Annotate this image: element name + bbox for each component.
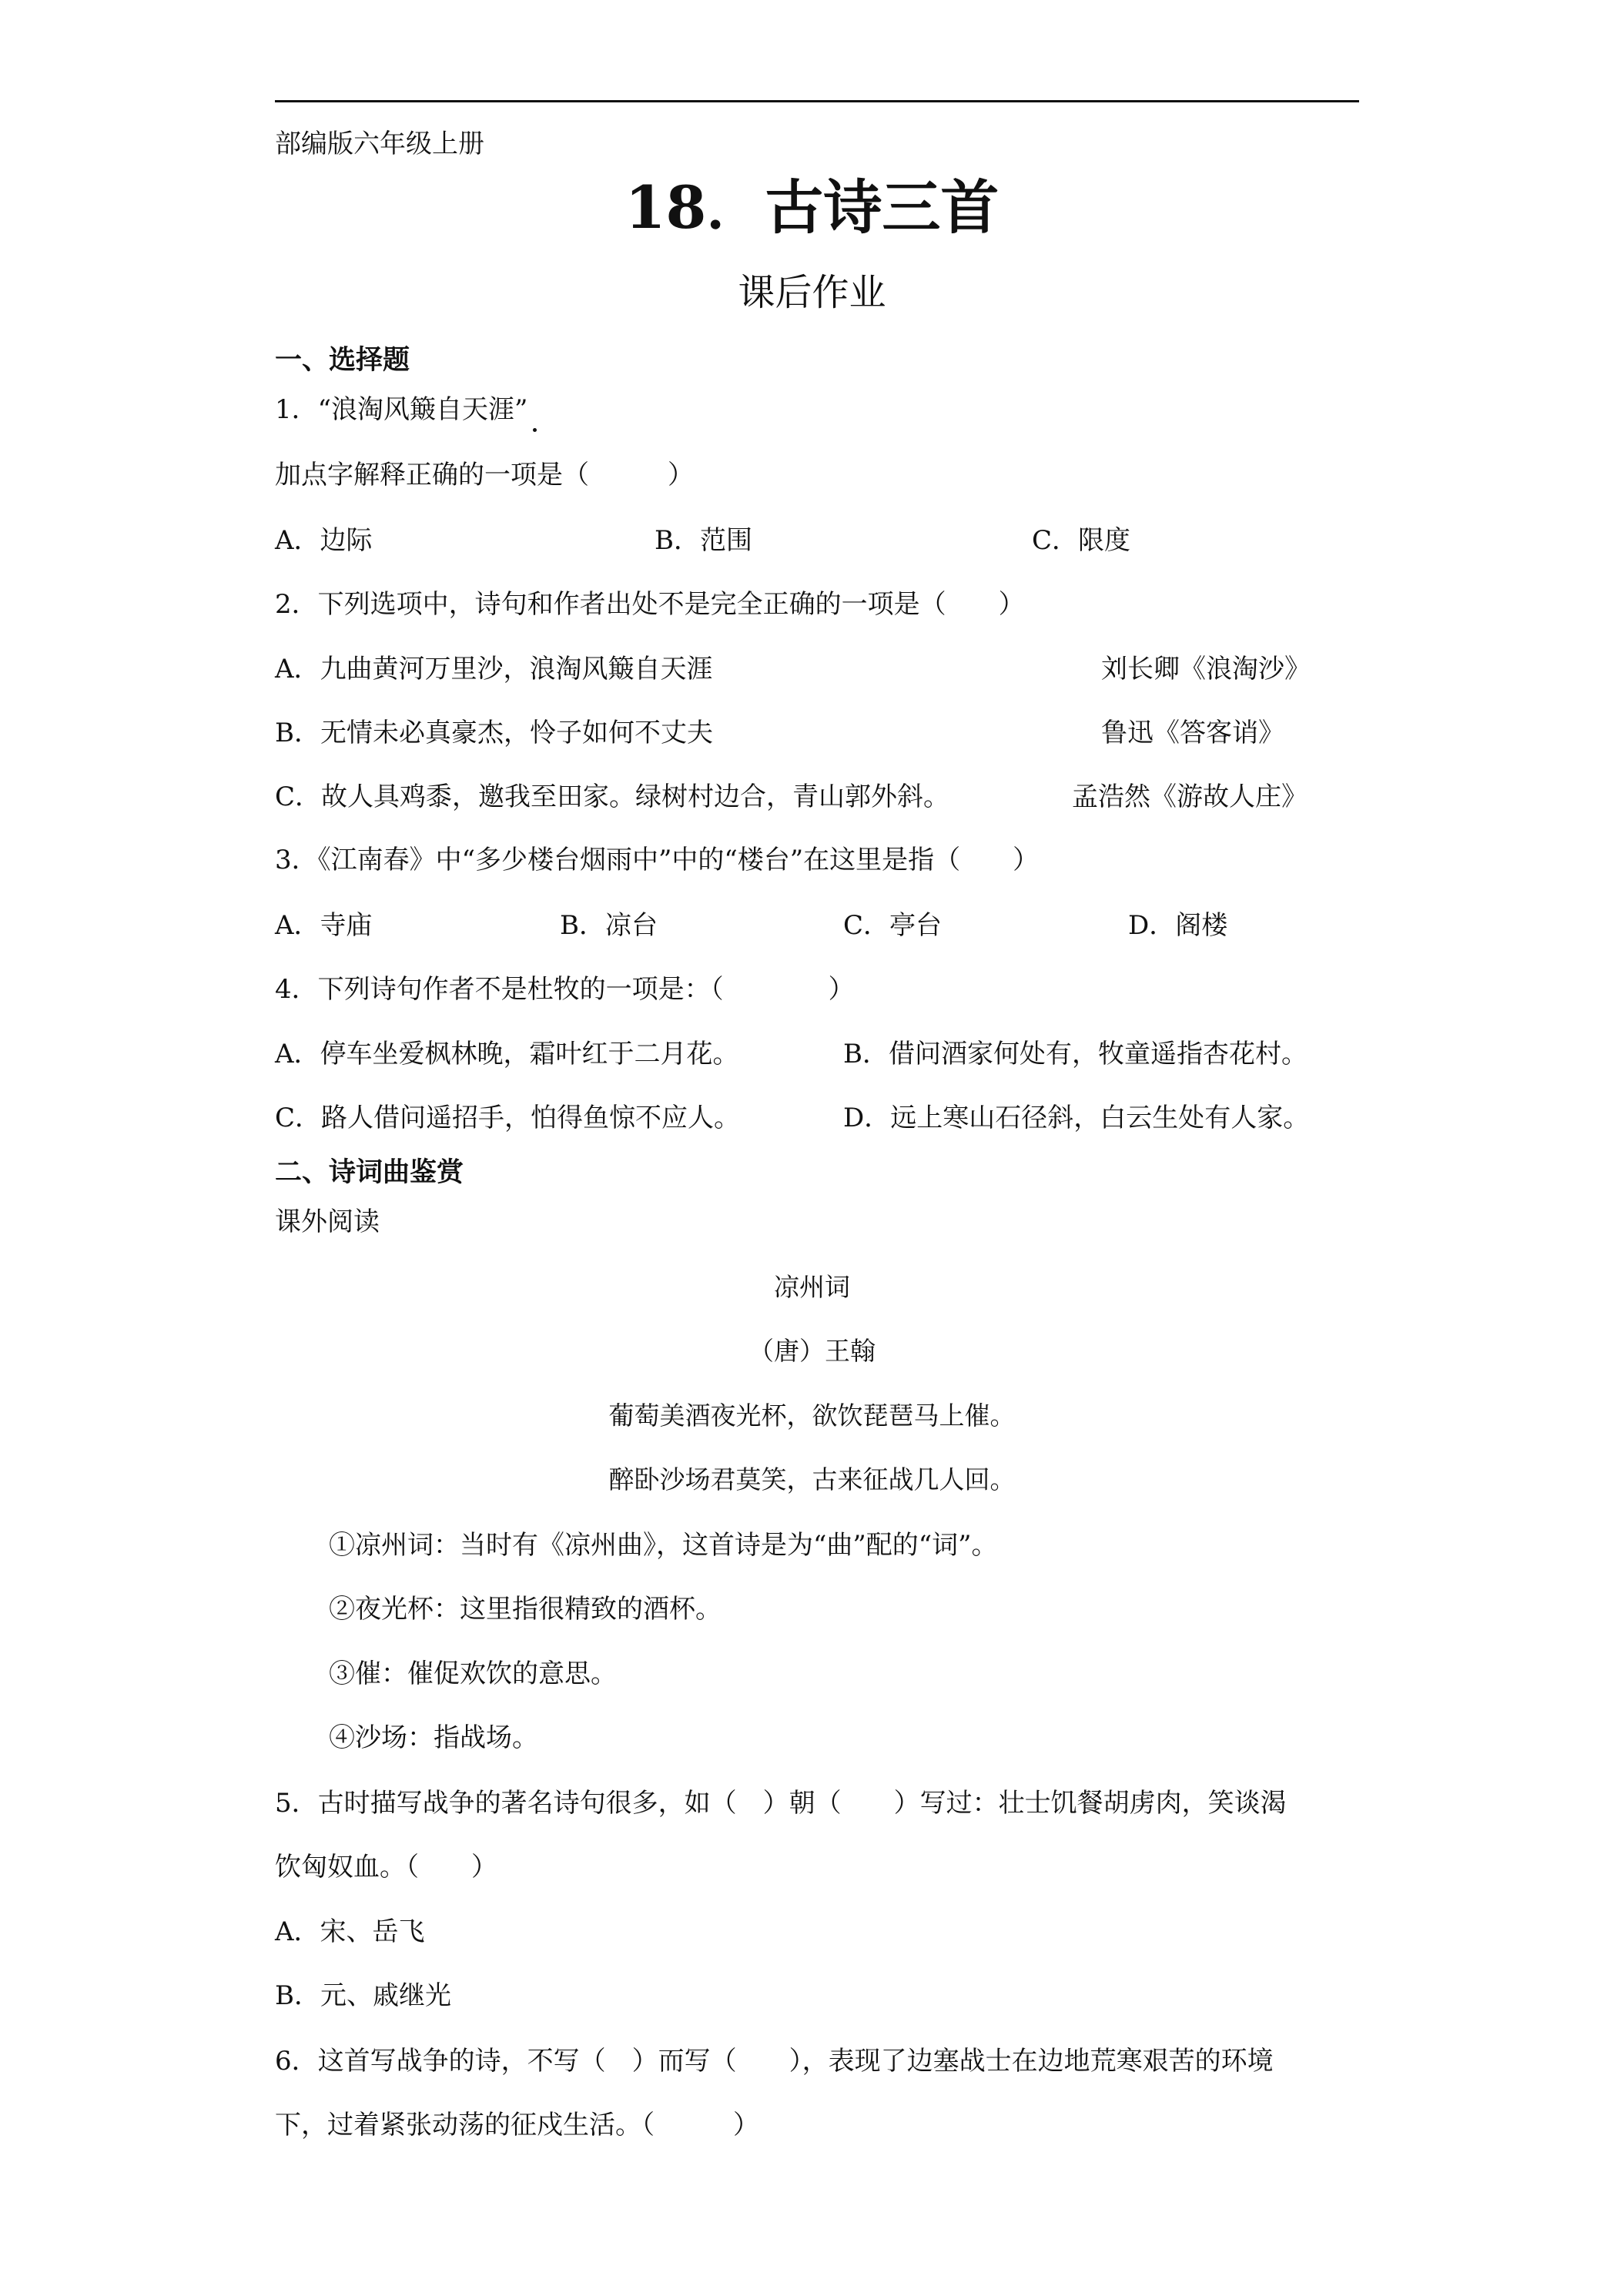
poem-line: 葡萄美酒夜光杯，欲饮琵琶马上催。 (608, 1401, 1016, 1431)
q4-stem: 4．下列诗句作者不是杜牧的一项是：（ ） (275, 974, 855, 1005)
q1-stem: 1．“浪淘风簸自天涯” (275, 394, 528, 425)
q4-option-c[interactable]: C．路人借问遥招手，怕得鱼惊不应人。 (275, 1103, 741, 1133)
q4-option-b[interactable]: B．借问酒家何处有，牧童遥指杏花村。 (843, 1039, 1308, 1069)
q1-option-c[interactable]: C．限度 (1032, 525, 1131, 556)
q2-option-a[interactable]: A．九曲黄河万里沙，浪淘风簸自天涯 (275, 654, 713, 684)
q3-stem: 3．《江南春》中“多少楼台烟雨中”中的“楼台”在这里是指（ ） (275, 845, 1040, 875)
q5-stem-line1: 5．古时描写战争的著名诗句很多，如（ ）朝（ ）写过：壮士饥餐胡虏肉，笑谈渴 (275, 1788, 1287, 1819)
poem-title: 凉州词 (774, 1272, 850, 1302)
q2-option-c-source: 孟浩然《游故人庄》 (1072, 782, 1308, 812)
extracurricular-label: 课外阅读 (275, 1207, 380, 1237)
q6-stem-line1: 6．这首写战争的诗，不写（ ）而写（ ），表现了边塞战士在边地荒寒艰苦的环境 (275, 2046, 1274, 2077)
q2-option-b-source: 鲁迅《答客诮》 (1101, 718, 1284, 748)
header-rule (275, 100, 1359, 102)
section-heading-appreciation: 二、诗词曲鉴赏 (275, 1156, 464, 1188)
q3-option-a[interactable]: A．寺庙 (275, 910, 373, 941)
note-item: ③催：催促欢饮的意思。 (329, 1658, 617, 1689)
book-label: 部编版六年级上册 (275, 129, 484, 159)
q1-option-a[interactable]: A．边际 (275, 525, 373, 556)
q4-option-a[interactable]: A．停车坐爱枫林晚，霜叶红于二月花。 (275, 1039, 739, 1069)
q2-option-b[interactable]: B．无情未必真豪杰，怜子如何不丈夫 (275, 718, 713, 748)
q5-option-b[interactable]: B．元、戚继光 (275, 1980, 451, 2011)
note-item: ②夜光杯：这里指很精致的酒杯。 (329, 1594, 722, 1625)
q3-option-c[interactable]: C．亭台 (843, 910, 943, 941)
q5-option-a[interactable]: A．宋、岳飞 (275, 1916, 425, 1947)
note-item: ①凉州词：当时有《凉州曲》，这首诗是为“曲”配的“词”。 (329, 1530, 998, 1561)
note-item: ④沙场：指战场。 (329, 1722, 538, 1753)
q4-option-d[interactable]: D．远上寒山石径斜，白云生处有人家。 (843, 1103, 1310, 1133)
q2-option-a-source: 刘长卿《浪淘沙》 (1101, 654, 1311, 684)
poem-line: 醉卧沙场君莫笑，古来征战几人回。 (608, 1464, 1016, 1494)
q2-stem: 2．下列选项中，诗句和作者出处不是完全正确的一项是（ ） (275, 589, 1025, 620)
emphasis-dot (533, 428, 537, 432)
q1-prompt: 加点字解释正确的一项是（ ） (275, 460, 694, 490)
section-heading-choice: 一、选择题 (275, 344, 410, 376)
page-subtitle: 课后作业 (738, 271, 886, 314)
q5-stem-line2: 饮匈奴血。（ ） (275, 1852, 497, 1883)
q2-option-c[interactable]: C．故人具鸡黍，邀我至田家。绿树村边合，青山郭外斜。 (275, 782, 950, 812)
q3-option-d[interactable]: D．阁楼 (1128, 910, 1228, 941)
page-title: 18．古诗三首 (624, 173, 1000, 242)
poem-author: （唐）王翰 (748, 1336, 876, 1366)
q3-option-b[interactable]: B．凉台 (560, 910, 658, 941)
q6-stem-line2: 下，过着紧张动荡的征戍生活。（ ） (275, 2110, 759, 2140)
q1-option-b[interactable]: B．范围 (655, 525, 752, 556)
